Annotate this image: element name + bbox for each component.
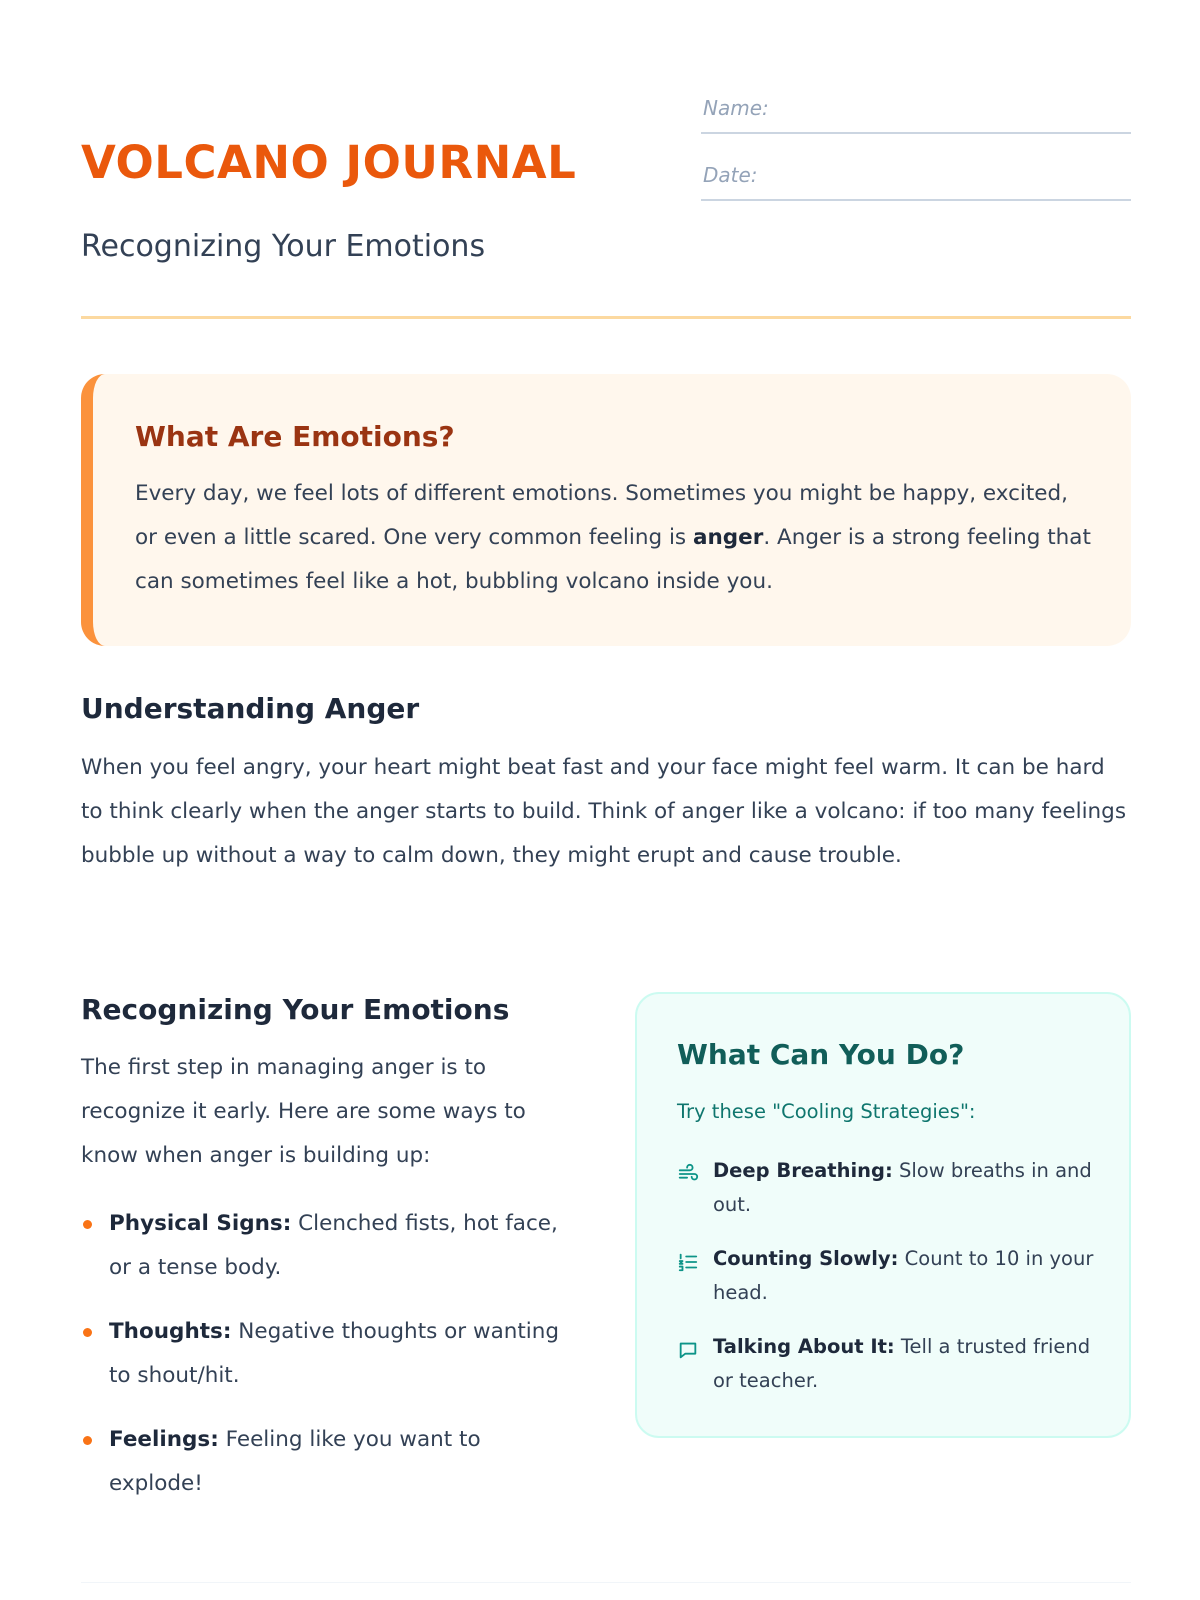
strategy-label: Counting Slowly:: [713, 1247, 899, 1270]
sign-label: Thoughts:: [109, 1319, 232, 1344]
date-label: Date:: [703, 163, 758, 187]
page-title: VOLCANO JOURNAL: [81, 136, 577, 189]
strategies-card: [635, 992, 1131, 1438]
page-subtitle: Recognizing Your Emotions: [81, 229, 486, 264]
recognizing-section: [81, 990, 581, 1526]
wind-icon: [677, 1163, 699, 1185]
bullet-dot-icon: [83, 1436, 92, 1445]
strategy-text: Slow breaths in and out.: [713, 1159, 1092, 1216]
sign-text: Negative thoughts or wanting to shout/hit.: [109, 1319, 560, 1388]
list-item: [81, 1418, 581, 1506]
understanding-text: When you feel angry, your heart might beat fast and your face might feel warm. It can be hard to think clearly when the anger starts to build. Think of anger like a volcano: if too many feelings bubble up without a way to calm down, they might erupt and cause trouble.: [81, 755, 1127, 868]
callout-text-bold: anger: [692, 525, 764, 550]
callout-heading: What Are Emotions?: [135, 420, 455, 453]
list-item: [677, 1154, 1097, 1222]
strategy-text: Tell a trusted friend or teacher.: [713, 1335, 1091, 1392]
strategies-heading: What Can You Do?: [677, 1038, 965, 1071]
list-item: [81, 1202, 581, 1290]
bullet-dot-icon: [83, 1220, 92, 1229]
strategies-list: [677, 1154, 1097, 1418]
callout-text-before: Every day, we feel lots of different emotions. Sometimes you might be happy, excited, or even a little scared. One very common feeling is: [135, 481, 1069, 550]
signs-list: [81, 1202, 581, 1506]
strategies-subheading: Try these "Cooling Strategies":: [677, 1100, 976, 1123]
sign-label: Physical Signs:: [109, 1211, 292, 1236]
speech-bubble-icon: [677, 1339, 699, 1361]
date-input[interactable]: [781, 161, 1125, 195]
callout-text-after: . Anger is a strong feeling that can sometimes feel like a hot, bubbling volcano inside you.: [135, 525, 1091, 594]
recognizing-heading: Recognizing Your Emotions: [81, 993, 510, 1026]
worksheet-page: [81, 0, 1131, 1600]
name-field[interactable]: [701, 92, 1131, 134]
numbered-list-icon: [677, 1251, 699, 1273]
bullet-dot-icon: [83, 1328, 92, 1337]
header-divider: [81, 316, 1131, 319]
understanding-heading: Understanding Anger: [81, 692, 420, 725]
sign-text: Clenched fists, hot face, or a tense body.: [109, 1211, 558, 1280]
footer-divider: [81, 1582, 1131, 1583]
name-input[interactable]: [781, 94, 1125, 128]
header: [81, 0, 1131, 320]
list-item: [677, 1330, 1097, 1398]
intro-callout: [81, 374, 1131, 646]
date-field[interactable]: [701, 159, 1131, 201]
strategy-label: Talking About It:: [713, 1335, 895, 1358]
name-label: Name:: [703, 96, 769, 120]
strategy-text: Count to 10 in your head.: [713, 1247, 1094, 1304]
list-item: [81, 1310, 581, 1398]
sign-text: Feeling like you want to explode!: [109, 1427, 481, 1496]
recognizing-intro: The first step in managing anger is to recognize it early. Here are some ways to know when anger is building up:: [81, 1055, 526, 1168]
strategy-label: Deep Breathing:: [713, 1159, 893, 1182]
list-item: [677, 1242, 1097, 1310]
callout-text: [135, 472, 1095, 604]
sign-label: Feelings:: [109, 1427, 219, 1452]
